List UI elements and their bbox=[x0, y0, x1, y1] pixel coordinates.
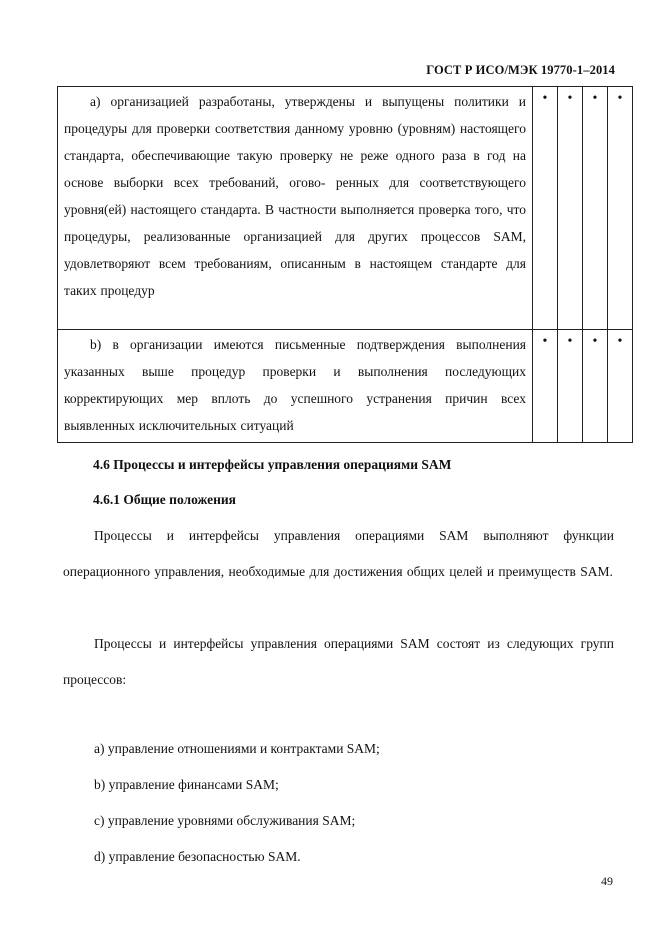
conformance-mark: • bbox=[583, 87, 608, 330]
conformance-mark: • bbox=[558, 87, 583, 330]
conformance-mark: • bbox=[608, 87, 633, 330]
requirement-text: b) в организации имеются письменные подтверждения выполнения указанных выше процедур проверки и выполнения последующих корректирующих мер вплоть до успешного устранения причин всех выявленных исключительных ситуаций bbox=[58, 330, 533, 443]
body-paragraph: Процессы и интерфейсы управления операциями SAM состоят из следующих групп процессов: bbox=[63, 636, 614, 687]
list-item: c) управление уровнями обслуживания SAM; bbox=[94, 813, 356, 828]
page-number: 49 bbox=[601, 874, 613, 888]
requirements-table bbox=[57, 86, 633, 443]
conformance-mark: • bbox=[533, 330, 558, 443]
document-header: ГОСТ Р ИСО/МЭК 19770-1–2014 bbox=[426, 63, 615, 77]
conformance-mark: • bbox=[558, 330, 583, 443]
body-paragraph: Процессы и интерфейсы управления операциями SAM выполняют функции операционного управления, необходимые для достижения общих целей и преимуществ SAM. bbox=[63, 528, 614, 579]
table-row bbox=[58, 87, 633, 330]
list-item: d) управление безопасностью SAM. bbox=[94, 849, 301, 864]
list-item: a) управление отношениями и контрактами SAM; bbox=[94, 741, 380, 756]
conformance-mark: • bbox=[583, 330, 608, 443]
table-row bbox=[58, 330, 633, 443]
conformance-mark: • bbox=[533, 87, 558, 330]
section-title: 4.6 Процессы и интерфейсы управления операциями SAM bbox=[93, 457, 452, 472]
requirement-text: a) организацией разработаны, утверждены и выпущены политики и процедуры для проверки соответствия данному уровню (уровням) настоящего стандарта, обеспечивающие такую проверку не реже одного раза в год на основе выборки всех требований, огово- ренных для соответствующего уровня(ей) настоящего стандарта. В частности выполняется проверка того, что процедуры, реализованные организацией для других процессов SAM, удовлетворяют всем требованиям, описанным в настоящем стандарте для таких процедур bbox=[58, 87, 533, 330]
conformance-mark: • bbox=[608, 330, 633, 443]
subsection-title: 4.6.1 Общие положения bbox=[93, 492, 236, 507]
list-item: b) управление финансами SAM; bbox=[94, 777, 279, 792]
